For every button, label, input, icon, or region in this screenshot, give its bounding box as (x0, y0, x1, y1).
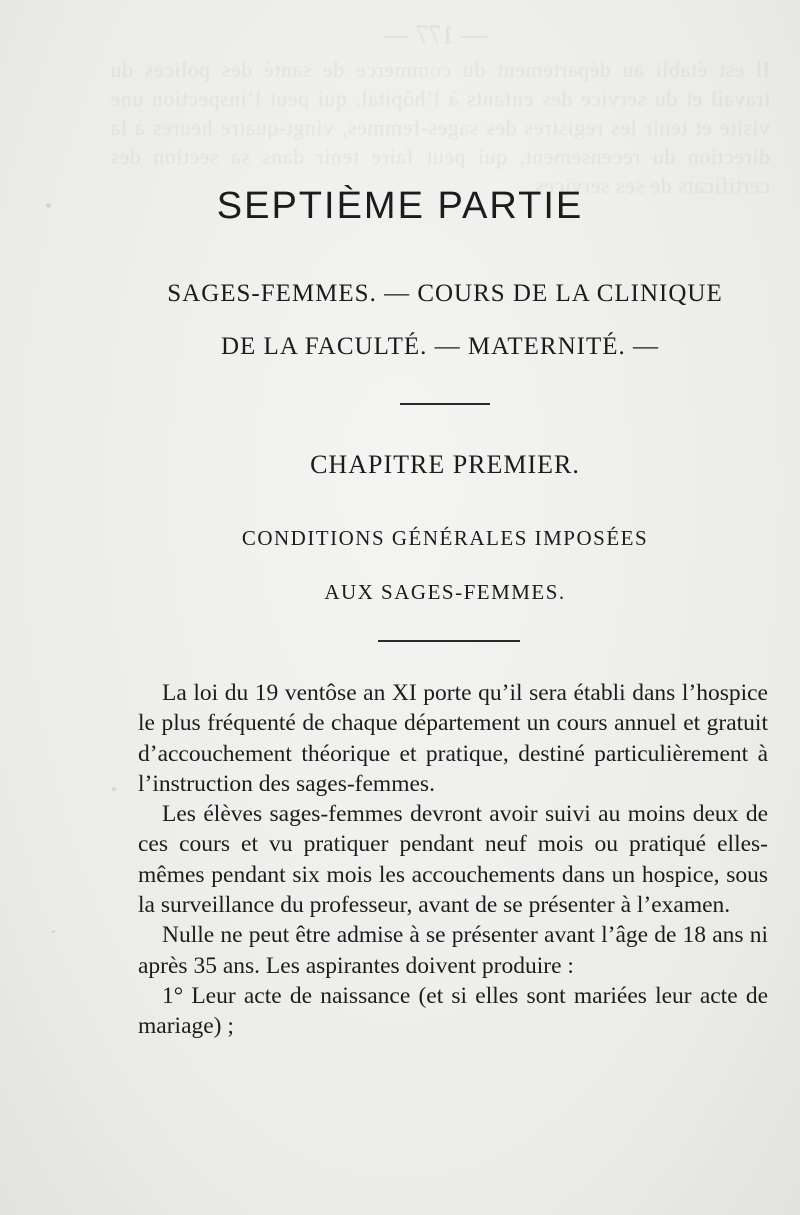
part-title: SEPTIÈME PARTIE (216, 185, 584, 227)
paragraph: Les élèves sages-femmes devront avoir suivi au moins deux de ces cours et vu pratiquer pendant neuf mois ou pratiqué elles-mêmes pendant six mois les accouchements dans un hospice, sous la surveillance du professeur, avant de se présenter à l’examen. (138, 801, 768, 919)
ink-speck (52, 930, 55, 933)
bleed-through-text: Il est établi au département du commerce de santé des polices du travail et du service des enfants à l’hôpital, qui peut l’inspection une visite et tenir les registres des sages-femmes, vingt-quatre heures à la direction du recensement, qui peut faire tenir dans sa section des certificats de ses services. (110, 57, 770, 198)
chapter-heading-line-2: AUX SAGES-FEMMES. (324, 580, 566, 604)
subtitle-line-1: SAGES-FEMMES. — COURS DE LA CLINIQUE (167, 280, 723, 307)
section-divider (400, 403, 490, 405)
chapter-title: CHAPITRE PREMIER. (310, 450, 580, 479)
chapter-heading-line-1: CONDITIONS GÉNÉRALES IMPOSÉES (241, 526, 649, 550)
subtitle-line-2: DE LA FACULTÉ. — MATERNITÉ. — (220, 333, 660, 360)
paragraph: 1° Leur acte de naissance (et si elles sont mariées leur acte de mariage) ; (138, 982, 768, 1040)
body-text (138, 678, 768, 1042)
paragraph: Nulle ne peut être admise à se présenter avant l’âge de 18 ans ni après 35 ans. Les aspirantes doivent produire : (138, 922, 768, 979)
ink-speck (112, 787, 116, 791)
heading-divider (378, 640, 520, 642)
bleed-through-page-number: — 177 — (383, 20, 487, 49)
paragraph: La loi du 19 ventôse an XI porte qu’il sera établi dans l’hospice le plus fréquenté de chaque département un cours annuel et gratuit d’accouchement théorique et pratique, destiné particulièrement à l’instruction des sages-femmes. (138, 680, 768, 797)
